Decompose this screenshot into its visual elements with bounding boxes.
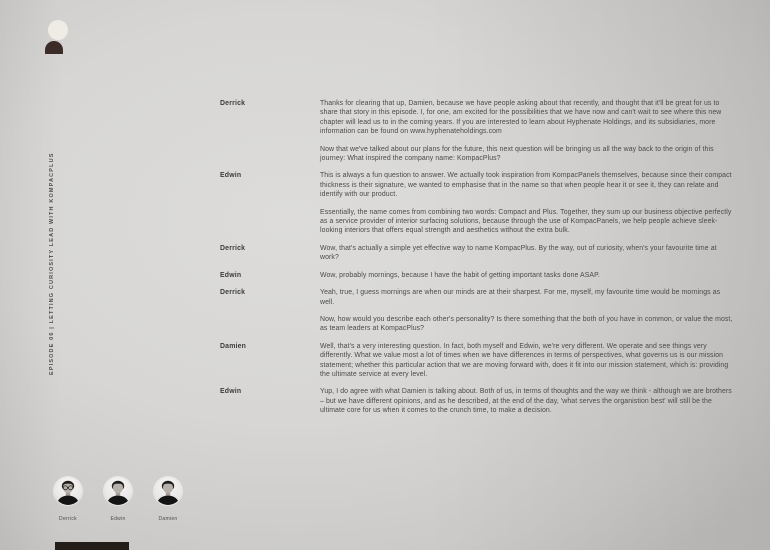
- speaker-paragraphs: [320, 99, 736, 163]
- speaker-paragraphs: [320, 288, 736, 334]
- transcript-paragraph: Yeah, true, I guess mornings are when our minds are at their sharpest. For me, myself, my favourite time would be mornings as well.: [320, 289, 721, 306]
- transcript-block: [220, 288, 736, 334]
- host-avatars: [43, 477, 193, 522]
- transcript-block: [220, 99, 736, 163]
- speaker-paragraphs: [320, 342, 736, 380]
- person-portrait-icon: [104, 477, 132, 505]
- host-avatar: [154, 477, 182, 505]
- speaker-paragraphs: [320, 171, 736, 235]
- person-portrait-icon: [154, 477, 182, 505]
- transcript-paragraph: Well, that's a very interesting question. In fact, both myself and Edwin, we're very different. We operate and see things very differently. What we value most a lot of times when we have differences in terms of perspectives, what governs us is our mission statement; whether this particular action that we are moving forward with, does it fit into our mission statement, which is: providing the ultimate service at every level.: [320, 342, 729, 378]
- speaker-paragraphs: [320, 244, 736, 263]
- speaker-name: Edwin: [220, 271, 242, 279]
- transcript: [220, 99, 736, 424]
- host-name-label: Derrick: [59, 516, 77, 522]
- speaker-paragraphs: [320, 387, 736, 415]
- transcript-paragraph: Now that we've talked about our plans for the future, this next question will be bringing us all the way back to the origin of this journey: What inspired the company name: KompacPlus?: [320, 145, 714, 163]
- speaker-name: Edwin: [220, 388, 242, 396]
- host-avatar: [54, 477, 82, 505]
- speaker-name: Derrick: [220, 289, 246, 297]
- transcript-block: [220, 244, 736, 263]
- logo-arch: [45, 41, 63, 54]
- speaker-name: Damien: [220, 342, 247, 350]
- logo-circle: [48, 20, 68, 40]
- speaker-name: Derrick: [220, 244, 246, 252]
- transcript-paragraph: Wow, probably mornings, because I have the habit of getting important tasks done ASAP.: [320, 271, 600, 279]
- transcript-paragraph: Now, how would you describe each other's personality? Is there something that the both of you have in common, or value the most, as team leaders at KompacPlus?: [320, 315, 733, 333]
- speaker-name: Derrick: [220, 100, 246, 107]
- transcript-block: [220, 342, 736, 380]
- transcript-block: [220, 271, 736, 280]
- hyphenate-arch-logo-icon: [44, 20, 70, 56]
- transcript-paragraph: Wow, that's actually a simple yet effective way to name KompacPlus. By the way, out of curiosity, when's your favourite time at work?: [320, 244, 717, 262]
- transcript-paragraph: This is always a fun question to answer. We actually took inspiration from KompacPanels themselves, because since their compact thickness is their signature, we wanted to emphasise that in the name so that when people hear it or see it, they can relate and identify with our product.: [320, 172, 732, 199]
- host-name-label: Edwin: [110, 516, 126, 522]
- host-name-label: Damien: [158, 516, 178, 522]
- host: [43, 477, 93, 522]
- host: [93, 477, 143, 522]
- transcript-paragraph: Yup, I do agree with what Damien is talking about. Both of us, in terms of thoughts and the way we think - although we are brothers – but we have different opinions, and as he described, at the end of the day, 'what serves the organistion best' will still be the ultimate core for us when it comes to the crunch time, to make a decision.: [320, 388, 732, 415]
- transcript-paragraph: Thanks for clearing that up, Damien, because we have people asking about that recently, and thought that it'll be great for us to share that story in this episode. I, for one, am excited for the possibilities that we have now and can't wait to see where this new chapter will lead us to in the coming years. If you are interested to learn about Hyphenate Holdings, and its subsidiaries, more information can be found on www.hyphenateholdings.com: [320, 100, 722, 136]
- episode-vertical-label: EPISODE 06 | LETTING CURIOSITY LEAD WITH KOMPACPLUS: [49, 152, 55, 375]
- transcript-block: [220, 387, 736, 415]
- speaker-name: Edwin: [220, 172, 242, 180]
- footer-accent-bar: [55, 542, 129, 550]
- host-avatar: [104, 477, 132, 505]
- transcript-block: [220, 171, 736, 235]
- host: [143, 477, 193, 522]
- speaker-paragraphs: [320, 271, 736, 280]
- person-portrait-icon: [54, 477, 82, 505]
- transcript-paragraph: Essentially, the name comes from combining two words: Compact and Plus. Together, they sum up our business objective perfectly as a service provider of interior surfacing solutions, because through the use of KompacPanels, we help people achieve sleek-looking interiors that offers equal strength and aesthetics without the extra bulk.: [320, 208, 732, 235]
